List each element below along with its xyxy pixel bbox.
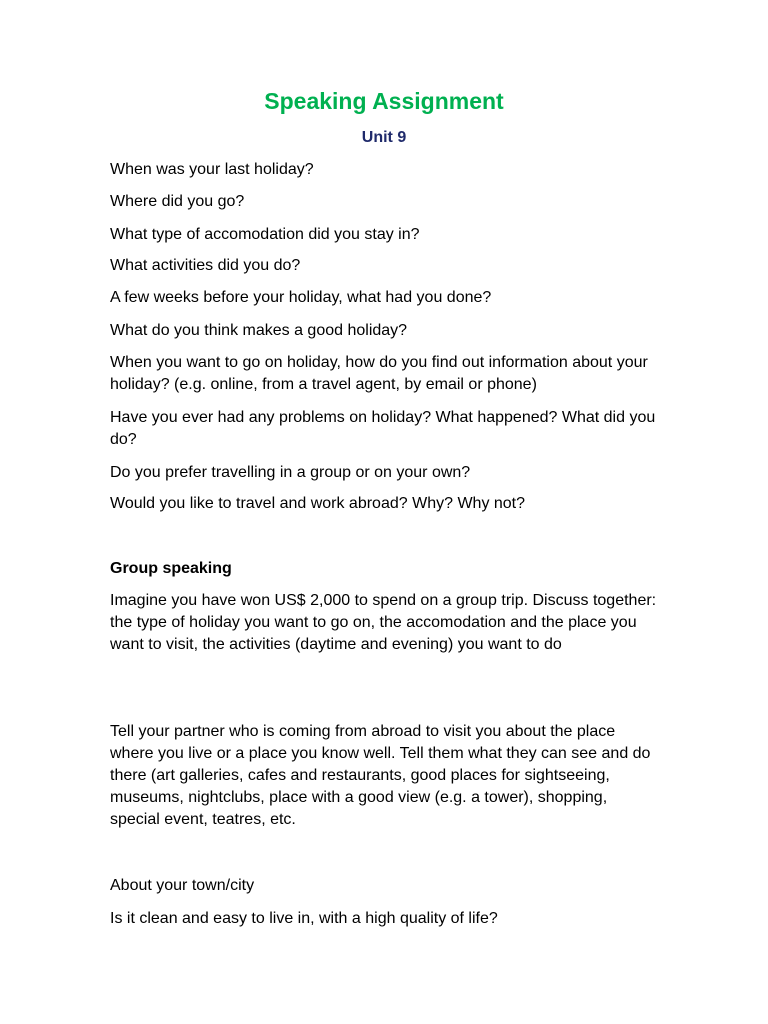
question-where-go: Where did you go?: [110, 193, 245, 210]
question-accommodation: What type of accomodation did you stay in?: [110, 226, 420, 243]
question-activities: What activities did you do?: [110, 257, 301, 274]
document-subtitle: Unit 9: [361, 129, 407, 146]
question-good-holiday: What do you think makes a good holiday?: [110, 322, 408, 339]
town-question-clean: Is it clean and easy to live in, with a high quality of life?: [110, 910, 498, 927]
question-find-information: When you want to go on holiday, how do you find out information about your holiday? (e.g. online, from a travel agent, by email or phone): [110, 354, 648, 393]
question-before-holiday: A few weeks before your holiday, what had you done?: [110, 289, 492, 306]
group-task-trip: Imagine you have won US$ 2,000 to spend on a group trip. Discuss together: the type of holiday you want to go on, the accomodation and the place you want to visit, the activities (daytime and evening) you want to do: [110, 592, 657, 653]
town-city-heading: About your town/city: [110, 877, 255, 894]
question-work-abroad: Would you like to travel and work abroad? Why? Why not?: [110, 495, 526, 512]
document-title: Speaking Assignment: [264, 88, 504, 114]
group-speaking-heading: Group speaking: [110, 560, 232, 577]
question-problems: Have you ever had any problems on holiday? What happened? What did you do?: [110, 409, 656, 448]
question-last-holiday: When was your last holiday?: [110, 161, 314, 178]
group-task-partner: Tell your partner who is coming from abroad to visit you about the place where you live or a place you know well. Tell them what they can see and do there (art galleries, cafes and restaurants, good places for sightseeing, museums, nightclubs, place with a good view (e.g. a tower), shopping, special event, teatres, etc.: [110, 723, 651, 828]
question-group-or-own: Do you prefer travelling in a group or on your own?: [110, 464, 471, 481]
